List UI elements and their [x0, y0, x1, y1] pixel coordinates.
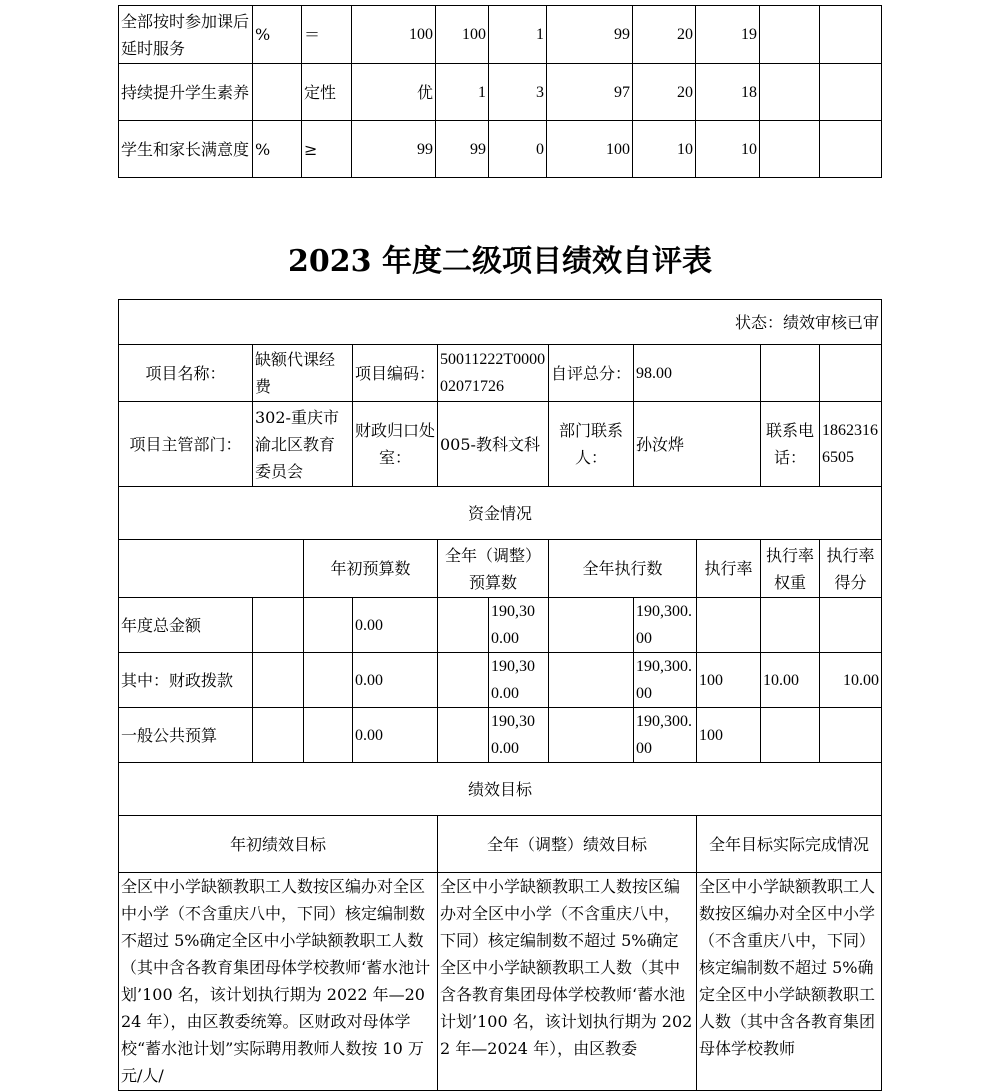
empty-cell	[820, 6, 882, 64]
empty-cell	[761, 345, 820, 402]
goals-header-row	[119, 816, 882, 873]
value-cell: 0	[489, 121, 547, 178]
empty-cell	[304, 653, 353, 708]
value-cell: 优	[352, 64, 436, 121]
rate-value: 100	[697, 653, 761, 708]
empty-cell	[438, 708, 489, 763]
exec-value: 190,300.00	[634, 653, 697, 708]
indicator-name: 全部按时参加课后延时服务	[119, 6, 253, 64]
value-cell: 20	[633, 6, 696, 64]
value-cell: 10	[696, 121, 760, 178]
section-header	[119, 487, 882, 540]
operator-cell: ≥	[302, 121, 352, 178]
value-cell: 99	[547, 6, 633, 64]
table-row	[119, 6, 882, 64]
project-name-label: 项目名称：	[119, 345, 253, 402]
empty-cell	[119, 540, 304, 598]
indicator-name: 持续提升学生素养	[119, 64, 253, 121]
project-name: 缺额代课经费	[253, 345, 353, 402]
value-cell: 99	[436, 121, 489, 178]
rate-value: 100	[697, 708, 761, 763]
dept-label: 项目主管部门：	[119, 402, 253, 487]
unit-cell: %	[253, 6, 302, 64]
exec-value: 190,300.00	[634, 708, 697, 763]
table-row	[119, 653, 882, 708]
value-cell: 3	[489, 64, 547, 121]
empty-cell	[760, 121, 820, 178]
actual-goal-header: 全年目标实际完成情况	[697, 816, 882, 873]
unit-cell	[253, 64, 302, 121]
empty-cell	[304, 598, 353, 653]
operator-cell: ＝	[302, 6, 352, 64]
weight-header: 执行率权重	[761, 540, 820, 598]
score-label: 自评总分：	[549, 345, 634, 402]
value-cell: 10	[633, 121, 696, 178]
exec-header: 全年执行数	[549, 540, 697, 598]
operator-cell: 定性	[302, 64, 352, 121]
phone-label: 联系电话：	[761, 402, 820, 487]
value-cell: 1	[436, 64, 489, 121]
project-code-label: 项目编码：	[353, 345, 438, 402]
table-row	[119, 64, 882, 121]
project-info-row	[119, 402, 882, 487]
page-title: 2023 年度二级项目绩效自评表	[288, 244, 712, 279]
empty-cell	[760, 6, 820, 64]
value-cell: 99	[352, 121, 436, 178]
value-cell: 97	[547, 64, 633, 121]
contact-value: 孙汝烨	[634, 402, 761, 487]
status-row	[119, 300, 882, 345]
weight-value	[761, 708, 820, 763]
rate-header: 执行率	[697, 540, 761, 598]
goals-section-title: 绩效目标	[119, 763, 882, 816]
finance-label: 财政归口处室：	[353, 402, 438, 487]
funds-section-title: 资金情况	[119, 487, 882, 540]
empty-cell	[253, 653, 304, 708]
value-cell: 19	[696, 6, 760, 64]
adjusted-goal-text: 全区中小学缺额教职工人数按区编办对全区中小学（不含重庆八中，下同）核定编制数不超过 5%确定全区中小学缺额教职工人数（其中含各教育集团母体学校教师‘蓄水池计划’100 名，该计划执行期为 2022 年—2024 年），由区教委	[438, 873, 697, 1091]
fund-label: 一般公共预算	[119, 708, 253, 763]
indicator-name: 学生和家长满意度	[119, 121, 253, 178]
unit-cell: %	[253, 121, 302, 178]
empty-cell	[549, 708, 634, 763]
value-cell: 18	[696, 64, 760, 121]
adjusted-value: 190,300.00	[489, 653, 549, 708]
exec-value: 190,300.00	[634, 598, 697, 653]
score-value: 98.00	[634, 345, 761, 402]
budget-value: 0.00	[353, 598, 438, 653]
fund-label: 年度总金额	[119, 598, 253, 653]
actual-goal-text: 全区中小学缺额教职工人数按区编办对全区中小学（不含重庆八中，下同）核定编制数不超过 5%确定全区中小学缺额教职工人数（其中含各教育集团母体学校教师	[697, 873, 882, 1091]
dept-value: 302-重庆市渝北区教育委员会	[253, 402, 353, 487]
value-cell: 100	[352, 6, 436, 64]
table-row	[119, 598, 882, 653]
table-row	[119, 121, 882, 178]
empty-cell	[549, 598, 634, 653]
value-cell: 100	[436, 6, 489, 64]
empty-cell	[438, 598, 489, 653]
finance-value: 005-教科文科	[438, 402, 549, 487]
phone-value: 18623166505	[820, 402, 882, 487]
fund-label: 其中：财政拨款	[119, 653, 253, 708]
empty-cell	[253, 598, 304, 653]
project-code: 50011222T000002071726	[438, 345, 549, 402]
empty-cell	[760, 64, 820, 121]
value-cell: 20	[633, 64, 696, 121]
adjusted-value: 190,300.00	[489, 598, 549, 653]
goals-body-row	[119, 873, 882, 1091]
budget-header: 年初预算数	[304, 540, 438, 598]
status-text: 状态：绩效审核已审	[119, 300, 882, 345]
rate-score-value	[820, 598, 882, 653]
adjusted-value: 190,300.00	[489, 708, 549, 763]
empty-cell	[253, 708, 304, 763]
section-header	[119, 763, 882, 816]
empty-cell	[820, 121, 882, 178]
table-row	[119, 708, 882, 763]
contact-label: 部门联系人：	[549, 402, 634, 487]
rate-score-value	[820, 708, 882, 763]
adjusted-header: 全年（调整）预算数	[438, 540, 549, 598]
project-info-row	[119, 345, 882, 402]
value-cell: 1	[489, 6, 547, 64]
budget-value: 0.00	[353, 708, 438, 763]
indicator-table	[118, 5, 882, 178]
evaluation-table	[118, 299, 882, 1091]
rate-score-header: 执行率得分	[820, 540, 882, 598]
initial-goal-header: 年初绩效目标	[119, 816, 438, 873]
weight-value	[761, 598, 820, 653]
empty-cell	[438, 653, 489, 708]
adjusted-goal-header: 全年（调整）绩效目标	[438, 816, 697, 873]
weight-value: 10.00	[761, 653, 820, 708]
funds-header-row	[119, 540, 882, 598]
initial-goal-text: 全区中小学缺额教职工人数按区编办对全区中小学（不含重庆八中，下同）核定编制数不超过 5%确定全区中小学缺额教职工人数（其中含各教育集团母体学校教师‘蓄水池计划’100 名，该计划执行期为 2022 年—2024 年），由区教委统筹。区财政对母体学校“蓄水池计划”实际聘用教师人数按 10 万元/人/	[119, 873, 438, 1091]
value-cell: 100	[547, 121, 633, 178]
budget-value: 0.00	[353, 653, 438, 708]
empty-cell	[549, 653, 634, 708]
empty-cell	[304, 708, 353, 763]
rate-value	[697, 598, 761, 653]
empty-cell	[820, 345, 882, 402]
rate-score-value: 10.00	[820, 653, 882, 708]
empty-cell	[820, 64, 882, 121]
